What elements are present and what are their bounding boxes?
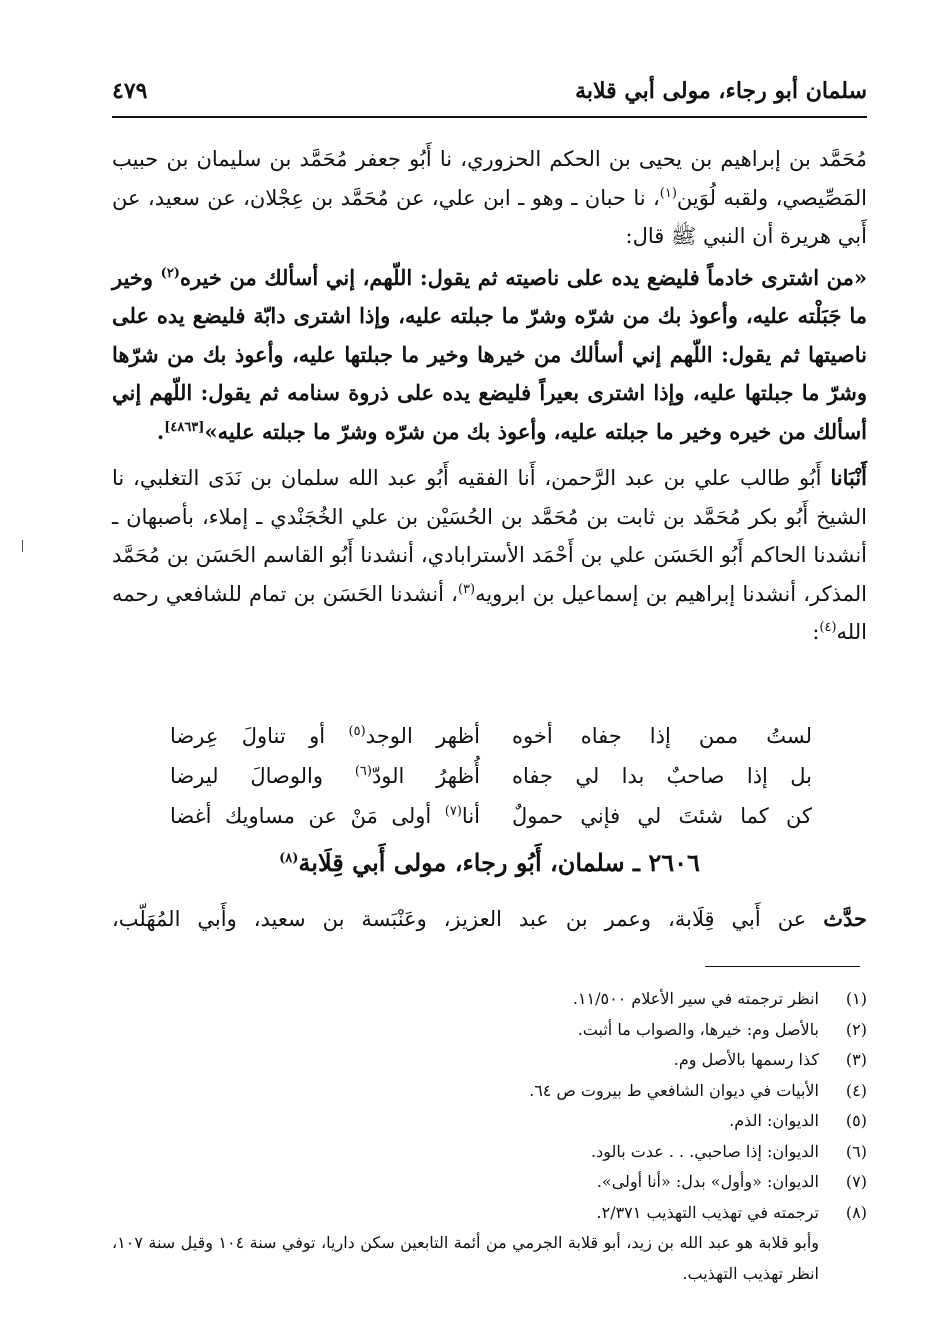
- hemistich-text: أُظهرُ الودّ: [371, 764, 480, 788]
- main-text: [112, 140, 867, 652]
- footnote-continuation: وأبو قلابة هو عبد الله بن زيد، أبو قلابة الجرمي من أئمة التابعين سكن داريا، توفي سنة ١٠٤ وقيل سنة ١٠٧، انظر تهذيب التهذيب.: [112, 1233, 819, 1283]
- hadith-text-cont: وخير ما جَبَلْته عليه، وأعوذ بك من شرّه وشرّ ما جبلته عليه، وإذا اشترى دابّة فليضع يده على ناصيتها ثم يقول: اللّهم إني أسألك من خيرها وخير ما جبلتها عليه، وأعوذ بك من شرّها وشرّ ما جبلتها عليه، وإذا اشترى بعيراً فليضع يده على ذروة سنامه ثم يقول: اللّهم إني أسألك من خيره وخير ما جبلته عليه، وأعوذ بك من شرّه وشرّ ما جبلته عليه»: [112, 264, 867, 444]
- verse-first-hemistich: كن كما شئتَ لي فإني حمولٌ: [512, 804, 812, 828]
- chain-text-cont: ، أنشدنا الحَسَن بن تمام للشافعي رحمه الله: [112, 581, 867, 644]
- isnad-text-cont: ، نا حبان ـ وهو ـ ابن علي، عن مُحَمَّد بن عِجْلان، عن سعيد، عن أَبي هريرة أن النبي ﷺ قال:: [112, 185, 867, 248]
- footnote-number: (٦): [845, 1141, 867, 1161]
- verse-second-hemistich: [170, 756, 480, 796]
- footnote: [112, 1106, 867, 1137]
- verse: [170, 796, 812, 836]
- footnote: [112, 1015, 867, 1046]
- verse: [170, 756, 812, 796]
- hemistich-text: أنا: [461, 804, 480, 828]
- entry-lead-word: حدَّث: [823, 906, 867, 931]
- hadith-text: «من اشترى خادماً فليضع يده على ناصيته ثم يقول: اللّهم، إني أسألك من خيره: [179, 264, 867, 290]
- page-number: ٤٧٩: [112, 78, 148, 104]
- isnad-paragraph: [112, 140, 867, 256]
- header-rule: [112, 116, 867, 118]
- footnote-number: (١): [845, 989, 867, 1008]
- hadith-paragraph: «من اشترى خادماً فليضع يده على ناصيته ثم يقول: اللّهم، إني أسألك من خيره$^{(٢)}$ وخير ما جَبَلْته عليه، وأعوذ بك من شرّه وشرّ ما جبلته عليه، وإذا اشترى دابّة فليضع يده على ناصيتها ثم يقول: اللّهم إني أسألك من خيرها وخير ما جبلتها عليه، وأعوذ بك من شرّها وشرّ ما جبلتها عليه، وإذا اشترى بعيراً فليضع يده على ذروة سنامه ثم يقول: اللّهم إني أسألك من خيره وخير ما جبلته عليه، وأعوذ بك من شرّه وشرّ ما جبلته عليه»[٤٨٦٣].: [112, 264, 867, 444]
- footnote-rule: [705, 966, 860, 967]
- entry-heading: [112, 848, 867, 877]
- entry-text: عن أَبي قِلَابة، وعمر بن عبد العزيز، وعَنْبَسة بن سعيد، وأَبي المُهَلّب،: [112, 907, 824, 931]
- footnote: [112, 1167, 867, 1198]
- chain-text: أَبُو طالب علي بن عبد الرَّحمن، أَنا الفقيه أَبُو عبد الله سلمان بن نَدَى التغلبي، نا الشيخ أَبُو بكر مُحَمَّد بن ثابت بن مُحَمَّد بن الحُسَيْن بن علي الخُجَنْدي ـ إملاء، بأصبهان ـ أنشدنا الحاكم أَبُو الحَسَن علي بن أَحْمَد الأسترابادي، أنشدنا أَبُو القاسم الحَسَن بن مُحَمَّد المذكر، أنشدنا إبراهيم بن إسماعيل بن ابرويه: [112, 466, 867, 606]
- footnote-text: انظر ترجمته في سير الأعلام ١١/٥٠٠.: [572, 989, 819, 1008]
- entry-title: ٢٦٠٦ ـ سلمان، أَبُو رجاء، مولى أَبي قِلَابة: [298, 848, 700, 877]
- footnote-text: الديوان: «وأول» بدل: «أنا أولى».: [596, 1172, 819, 1191]
- footnote-number: (٥): [845, 1111, 867, 1130]
- hemistich-text: أظهر الوجد: [365, 724, 481, 748]
- verse-second-hemistich: [170, 716, 480, 756]
- chain-paragraph: [112, 459, 867, 652]
- footnote: [112, 984, 867, 1015]
- footnote-ref-2: (٢): [160, 265, 180, 281]
- hemistich-text-cont: والوصالَ ليرضا: [170, 764, 355, 788]
- footnote-ref-4: (٤): [819, 620, 837, 635]
- poem: [170, 716, 812, 836]
- footnote-text: ترجمته في تهذيب التهذيب ٢/٣٧١.: [596, 1202, 819, 1222]
- footnote: [112, 1137, 867, 1168]
- footnote-number: (٣): [845, 1050, 867, 1069]
- footnote: [112, 1076, 867, 1107]
- footnote: [112, 1198, 867, 1229]
- running-title: سلمان أبو رجاء، مولى أبي قلابة: [575, 78, 867, 104]
- hemistich-text-cont: أو تناولَ عِرضا: [170, 724, 349, 748]
- hemistich-text-cont: أولى مَنْ عن مساويك أغضا: [170, 804, 445, 828]
- verse-first-hemistich: بل إذا صاحبٌ بدا لي جفاه: [512, 764, 812, 788]
- page-header: [112, 78, 867, 114]
- isnad-text: مُحَمَّد بن إبراهيم بن يحيى بن الحكم الحزوري، نا أَبُو جعفر مُحَمَّد بن سليمان بن حبيب المَصِّيصي، ولقبه لُوَين: [112, 147, 867, 210]
- footnote-text: الديوان: الذم.: [729, 1111, 819, 1130]
- chain-lead-word: أَنْبَانا: [830, 465, 867, 490]
- footnote-number: (٨): [845, 1202, 867, 1222]
- verse-first-hemistich: لستُ ممن إذا جفاه أخوه: [512, 724, 812, 748]
- footnotes: [112, 984, 867, 1289]
- entry-first-line: [112, 900, 867, 938]
- footnote-number: (٧): [845, 1172, 867, 1191]
- footnote-ref-6: (٦): [354, 764, 372, 779]
- footnote: [112, 1045, 867, 1076]
- footnote-ref-1: (١): [659, 185, 677, 201]
- footnote-ref-8: (٨): [279, 851, 299, 866]
- footnote-ref-7: (٧): [444, 804, 462, 819]
- footnote-ref-3: (٣): [457, 581, 476, 597]
- footnote-number: (٤): [845, 1080, 867, 1100]
- footnote-number: (٢): [845, 1019, 867, 1039]
- margin-mark: [22, 540, 23, 552]
- verse-second-hemistich: [170, 796, 480, 836]
- hadith-reference-number: [٤٨٦٣]: [164, 419, 205, 435]
- footnote-ref-5: (٥): [348, 724, 366, 739]
- footnote-text: الديوان: إذا صاحبي. . . عدت بالود.: [590, 1141, 819, 1161]
- footnote-text: بالأصل وم: خيرها، والصواب ما أثبت.: [577, 1019, 819, 1039]
- footnote-text: الأبيات في ديوان الشافعي ط بيروت ص ٦٤.: [529, 1080, 819, 1100]
- chain-text-end: :: [812, 620, 820, 644]
- footnote-text: كذا رسمها بالأصل وم.: [673, 1050, 819, 1069]
- verse: [170, 716, 812, 756]
